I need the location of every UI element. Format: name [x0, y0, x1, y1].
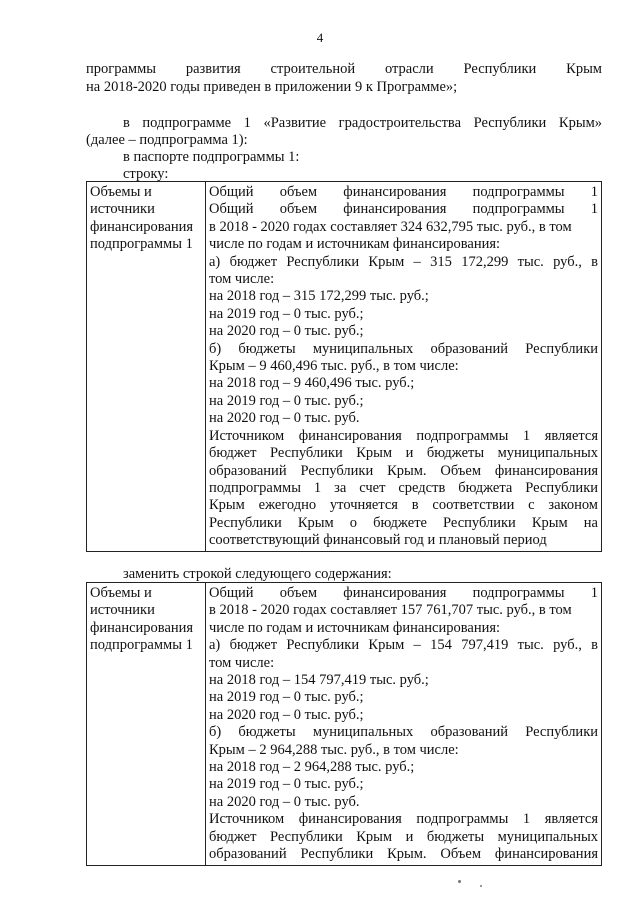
label-line: источники — [90, 602, 155, 619]
old-financing-table — [86, 181, 602, 552]
value-line: Крым ежегодно уточняется в соответствии с законом — [209, 497, 598, 514]
row-label-cell — [87, 182, 206, 552]
value-line: бюджет Республики Крым и бюджеты муниципальных — [209, 445, 598, 462]
label-line: источники — [90, 201, 155, 218]
row-heading: строку: — [123, 166, 169, 182]
value-line: на 2018 год – 315 172,299 тыс. руб.; — [209, 288, 429, 305]
value-line: числе по годам и источникам финансирования: — [209, 236, 501, 253]
value-line: на 2020 год – 0 тыс. руб.; — [209, 706, 364, 723]
label-line: Объемы и — [90, 585, 152, 601]
value-line: на 2020 год – 0 тыс. руб.; — [209, 323, 364, 340]
row-label-cell — [87, 583, 206, 866]
subprogram-paragraph-line-1: в подпрограмме 1 «Развитие градостроительства Республики Крым» — [123, 115, 602, 131]
value-line: а) бюджет Республики Крым – 154 797,419 тыс. руб., в — [209, 637, 598, 654]
value-line: на 2018 год – 9 460,496 тыс. руб.; — [209, 375, 415, 392]
subprogram-paragraph-line-2: (далее – подпрограмма 1): — [86, 132, 248, 148]
label-line: Объемы и — [90, 184, 152, 200]
passport-heading: в паспорте подпрограммы 1: — [123, 149, 300, 165]
label-line: финансирования — [90, 218, 194, 235]
label-line: финансирования — [90, 619, 194, 636]
value-line: Республики Крым о бюджете Республики Крым на — [209, 514, 598, 531]
value-line: Крым – 9 460,496 тыс. руб., в том числе: — [209, 358, 459, 375]
value-line: подпрограммы 1 за счет средств бюджета Республики — [209, 479, 598, 496]
value-line: соответствующий финансовый год и плановый период — [209, 532, 547, 549]
value-line: образований Республики Крым. Объем финансирования — [209, 462, 598, 479]
value-line: на 2019 год – 0 тыс. руб.; — [209, 305, 364, 322]
value-line: на 2019 год – 0 тыс. руб.; — [209, 776, 364, 793]
table-row — [87, 583, 602, 866]
table-row — [87, 182, 602, 552]
scan-speck — [480, 885, 482, 887]
new-financing-table — [86, 582, 602, 866]
value-line: том числе: — [209, 654, 275, 671]
value-line: Общий объем финансирования подпрограммы 1 — [209, 184, 598, 200]
value-line: б) бюджеты муниципальных образований Республики — [209, 724, 598, 741]
value-line: на 2019 год – 0 тыс. руб.; — [209, 392, 364, 409]
replace-instruction: заменить строкой следующего содержания: — [123, 566, 392, 582]
page-number: 4 — [316, 30, 324, 45]
value-line: Общий объем финансирования подпрограммы 1 — [209, 201, 598, 218]
value-line: числе по годам и источникам финансирования: — [209, 619, 501, 636]
value-line: Источником финансирования подпрограммы 1 является — [209, 811, 598, 828]
row-value-cell — [206, 583, 602, 866]
value-line: на 2020 год – 0 тыс. руб. — [209, 793, 360, 810]
value-line: Источником финансирования подпрограммы 1 является — [209, 427, 598, 444]
label-line: подпрограммы 1 — [90, 236, 193, 253]
intro-line-1: программы развития строительной отрасли Республики Крым — [86, 61, 602, 77]
value-line: в 2018 - 2020 годах составляет 157 761,707 тыс. руб., в том — [209, 602, 572, 619]
value-line: б) бюджеты муниципальных образований Республики — [209, 340, 598, 357]
value-line: образований Республики Крым. Объем финансирования — [209, 846, 598, 863]
value-line: на 2019 год – 0 тыс. руб.; — [209, 689, 364, 706]
value-line: на 2018 год – 154 797,419 тыс. руб.; — [209, 672, 429, 689]
value-line: Общий объем финансирования подпрограммы 1 — [209, 585, 598, 601]
value-line: а) бюджет Республики Крым – 315 172,299 тыс. руб., в — [209, 253, 598, 270]
value-line: на 2018 год – 2 964,288 тыс. руб.; — [209, 759, 415, 776]
value-line: том числе: — [209, 271, 275, 288]
value-line: на 2020 год – 0 тыс. руб. — [209, 410, 360, 427]
value-line: Крым – 2 964,288 тыс. руб., в том числе: — [209, 741, 459, 758]
intro-line-2: на 2018-2020 годы приведен в приложении 9 к Программе»; — [86, 79, 458, 95]
label-line: подпрограммы 1 — [90, 637, 193, 654]
row-value-cell — [206, 182, 602, 552]
value-line: в 2018 - 2020 годах составляет 324 632,795 тыс. руб., в том — [209, 218, 572, 235]
scan-speck — [458, 880, 461, 883]
value-line: бюджет Республики Крым и бюджеты муниципальных — [209, 828, 598, 845]
